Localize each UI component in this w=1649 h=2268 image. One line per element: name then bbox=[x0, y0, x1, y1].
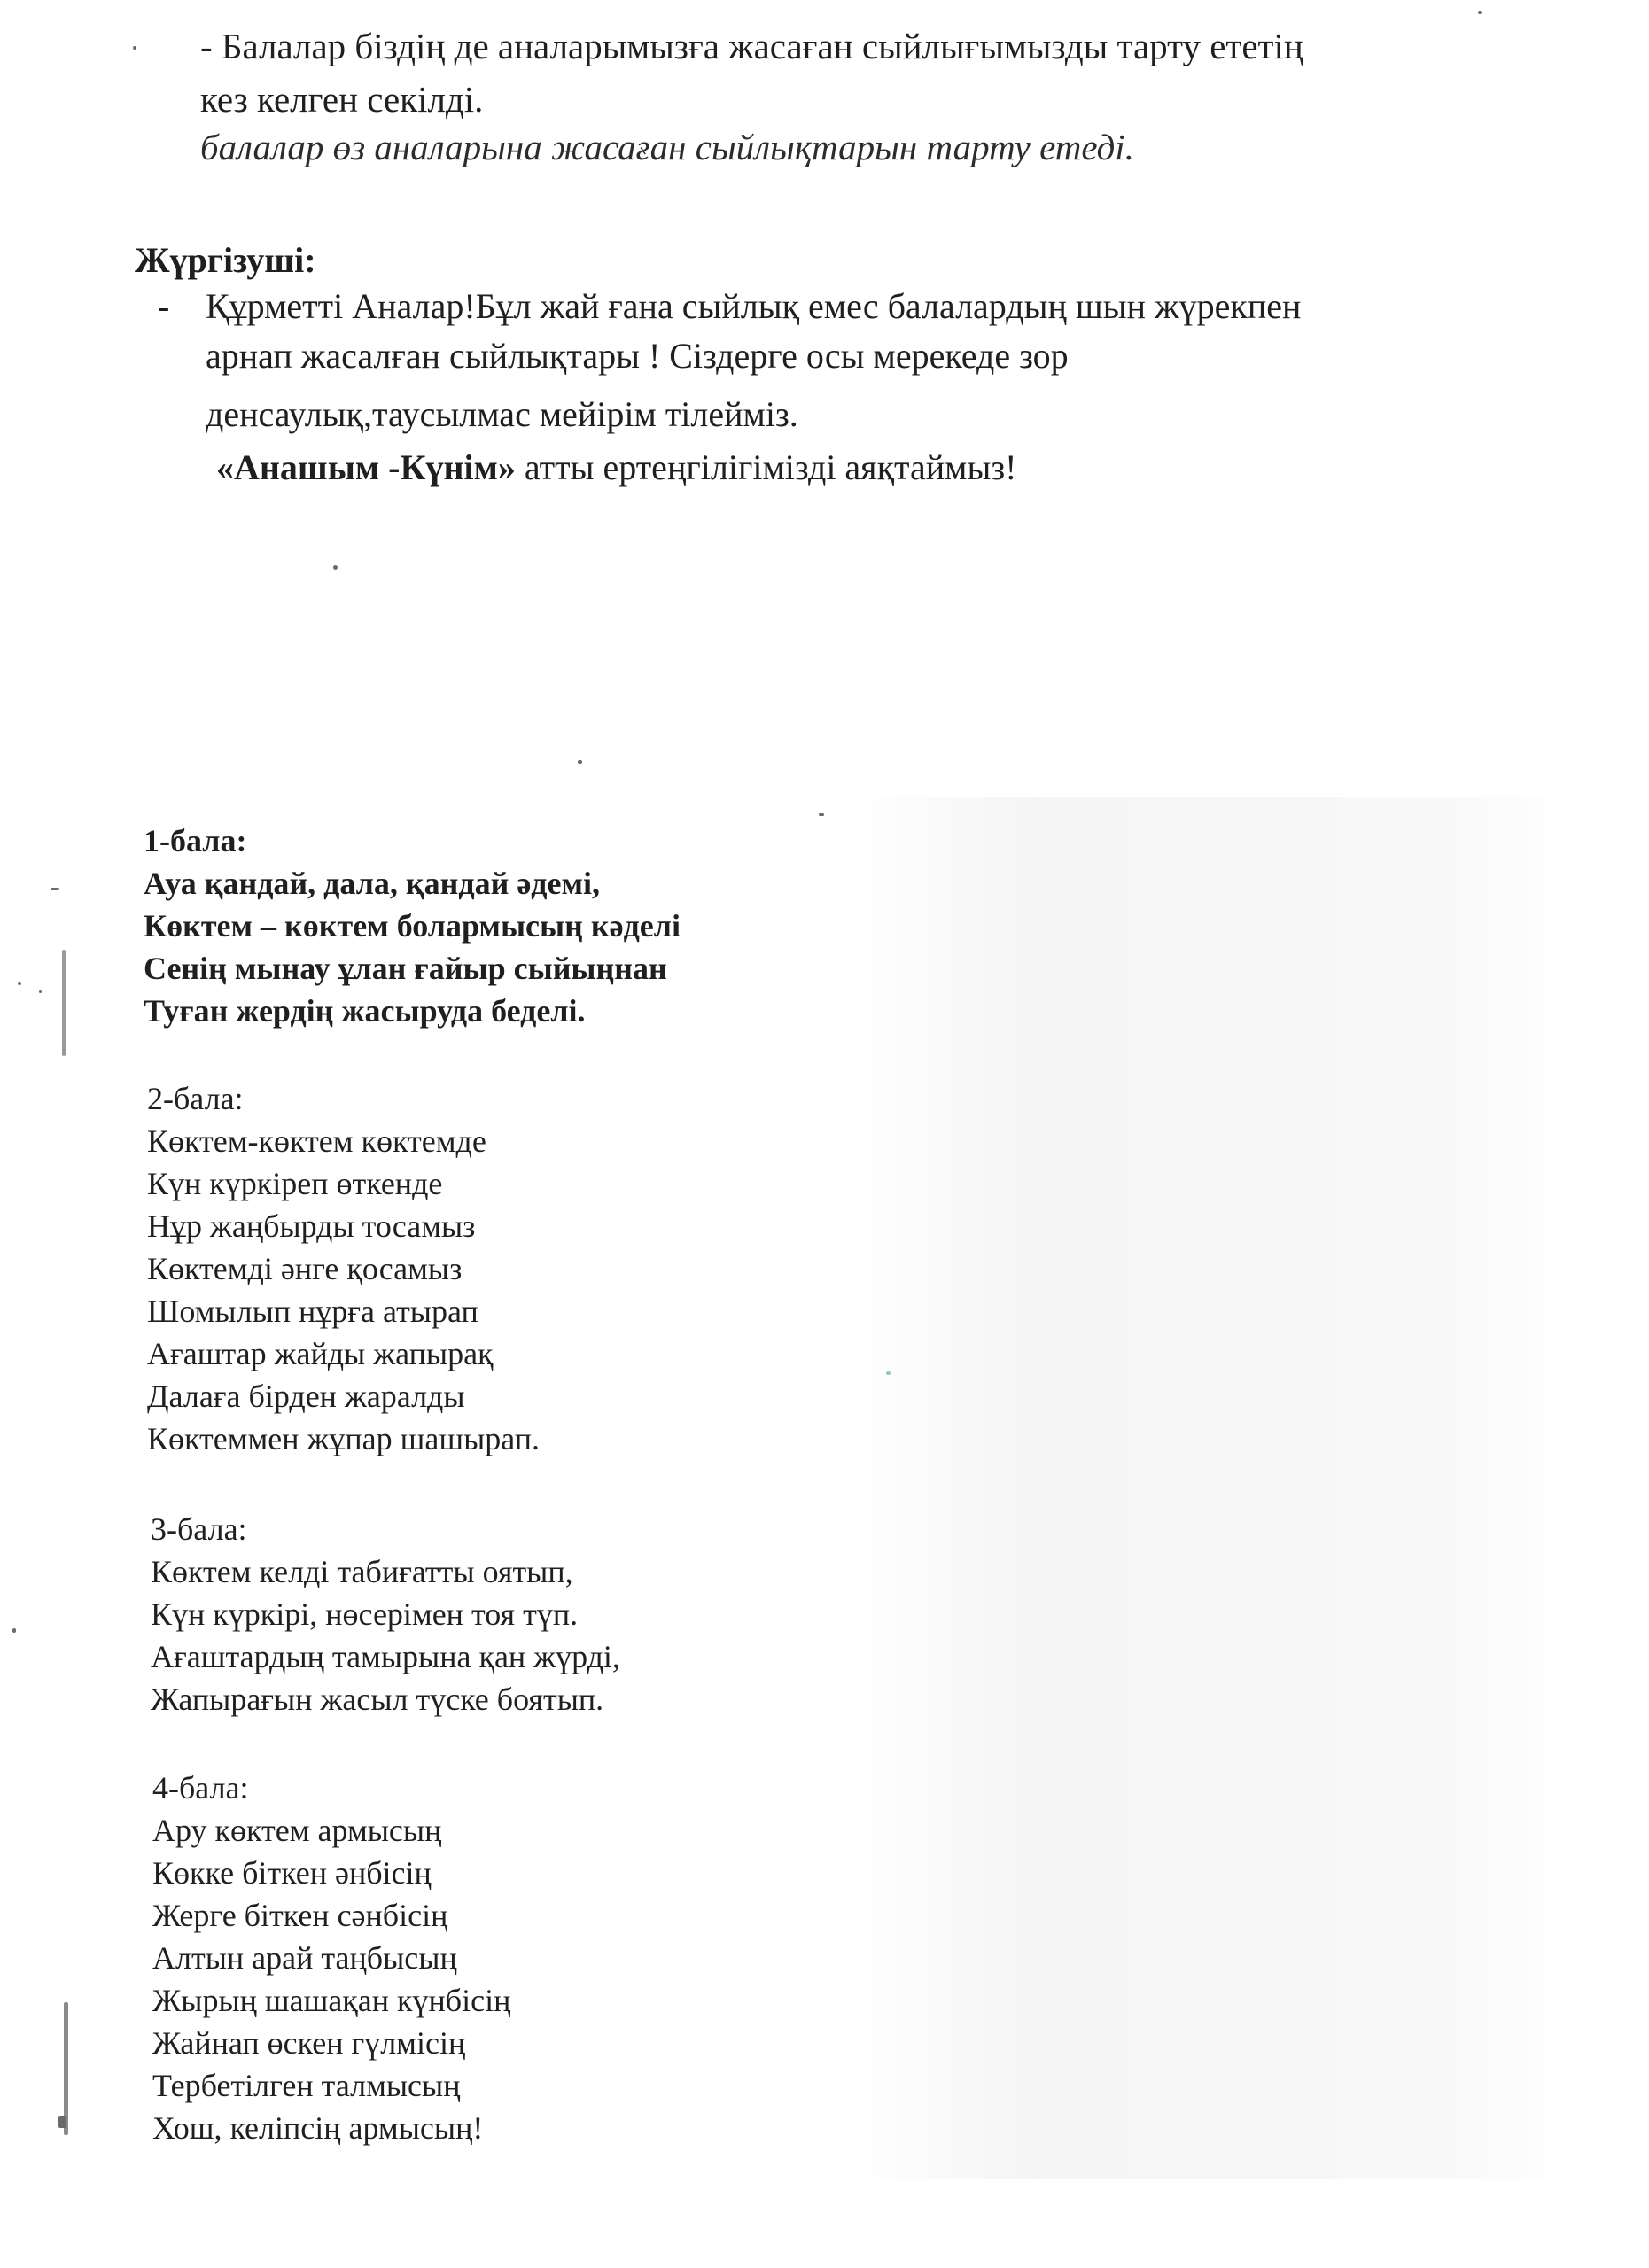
host-label: Жүргізуші: bbox=[135, 240, 316, 280]
scan-speck bbox=[58, 2116, 66, 2128]
poem-line: Күн күркіреп өткенде bbox=[147, 1166, 443, 1201]
host-line-1: Құрметті Аналар!Бұл жай ғана сыйлық емес балалардың шын жүрекпен bbox=[206, 286, 1302, 326]
host-dash: - bbox=[158, 286, 170, 326]
poem-label: 1-бала: bbox=[144, 823, 247, 858]
poem-line: Нұр жаңбырды тосамыз bbox=[147, 1208, 476, 1244]
scan-speck bbox=[578, 760, 582, 764]
scan-speck bbox=[12, 1628, 16, 1633]
poem-line: Көктем-көктем көктемде bbox=[147, 1123, 486, 1159]
poem-line: Жапырағын жасыл түске боятып. bbox=[151, 1682, 604, 1717]
poem-line: Тербетілген талмысың bbox=[152, 2068, 461, 2103]
scan-speck bbox=[333, 565, 338, 570]
intro-line-2: кез келген секілді. bbox=[200, 79, 484, 120]
poem-line: Хош, келіпсің армысың! bbox=[152, 2110, 484, 2146]
event-title: Анашым -Күнім bbox=[234, 447, 498, 487]
scan-speck bbox=[18, 982, 21, 985]
poem-line: Туған жердің жасыруда беделі. bbox=[144, 993, 586, 1029]
poem-line: Далаға бірден жаралды bbox=[147, 1379, 465, 1414]
poem-line: Көкке біткен әнбісің bbox=[152, 1855, 432, 1891]
scan-speck bbox=[51, 888, 59, 890]
poem-line: Жайнап өскен гүлмісің bbox=[152, 2025, 466, 2061]
closing-open-quote: « bbox=[216, 447, 234, 487]
poem-line: Көктеммен жұпар шашырап. bbox=[147, 1421, 541, 1456]
scan-shading bbox=[851, 797, 1577, 2179]
poem-line: Ауа қандай, дала, қандай әдемі, bbox=[144, 866, 601, 901]
poem-label: 2-бала: bbox=[147, 1081, 244, 1116]
poem-line: Көктем – көктем болармысың кәделі bbox=[144, 908, 681, 944]
scan-speck bbox=[819, 813, 824, 816]
host-closing bbox=[216, 447, 1016, 489]
poem-line: Күн күркірі, нөсерімен тоя түп. bbox=[151, 1596, 579, 1632]
poem-line: Көктем келді табиғатты оятып, bbox=[151, 1554, 573, 1589]
poem-line: Алтын арай таңбысың bbox=[152, 1940, 457, 1976]
closing-close-quote: » bbox=[497, 447, 516, 487]
host-line-3: денсаулық,таусылмас мейірім тілейміз. bbox=[206, 394, 798, 434]
scan-speck bbox=[62, 950, 66, 1056]
poem-label: 3-бала: bbox=[151, 1511, 247, 1547]
host-line-2: арнап жасалған сыйлықтары ! Сіздерге осы мерекеде зор bbox=[206, 336, 1069, 376]
scan-speck bbox=[133, 46, 136, 50]
intro-line-1: - Балалар біздің де аналарымызға жасаған сыйлығымызды тарту ететің bbox=[200, 26, 1303, 66]
poem-line: Ару көктем армысың bbox=[152, 1813, 442, 1848]
poem-line: Ағаштардың тамырына қан жүрді, bbox=[151, 1639, 620, 1674]
scan-speck bbox=[1478, 11, 1482, 14]
poem-line: Сенің мынау ұлан ғайыр сыйыңнан bbox=[144, 951, 667, 986]
poem-line: Көктемді әнге қосамыз bbox=[147, 1251, 463, 1286]
stage-direction: балалар өз аналарына жасаған сыйлықтарын тарту етеді. bbox=[200, 127, 1134, 167]
poem-line: Шомылып нұрға атырап bbox=[147, 1293, 478, 1329]
scan-speck bbox=[39, 990, 42, 993]
poem-line: Жырың шашақан күнбісің bbox=[152, 1983, 511, 2018]
closing-text: атты ертеңгілігімізді аяқтаймыз! bbox=[515, 447, 1017, 487]
poem-label: 4-бала: bbox=[152, 1770, 249, 1806]
poem-line: Жерге біткен сәнбісің bbox=[152, 1898, 448, 1933]
scan-speck bbox=[886, 1371, 891, 1375]
poem-line: Ағаштар жайды жапырақ bbox=[147, 1336, 494, 1371]
